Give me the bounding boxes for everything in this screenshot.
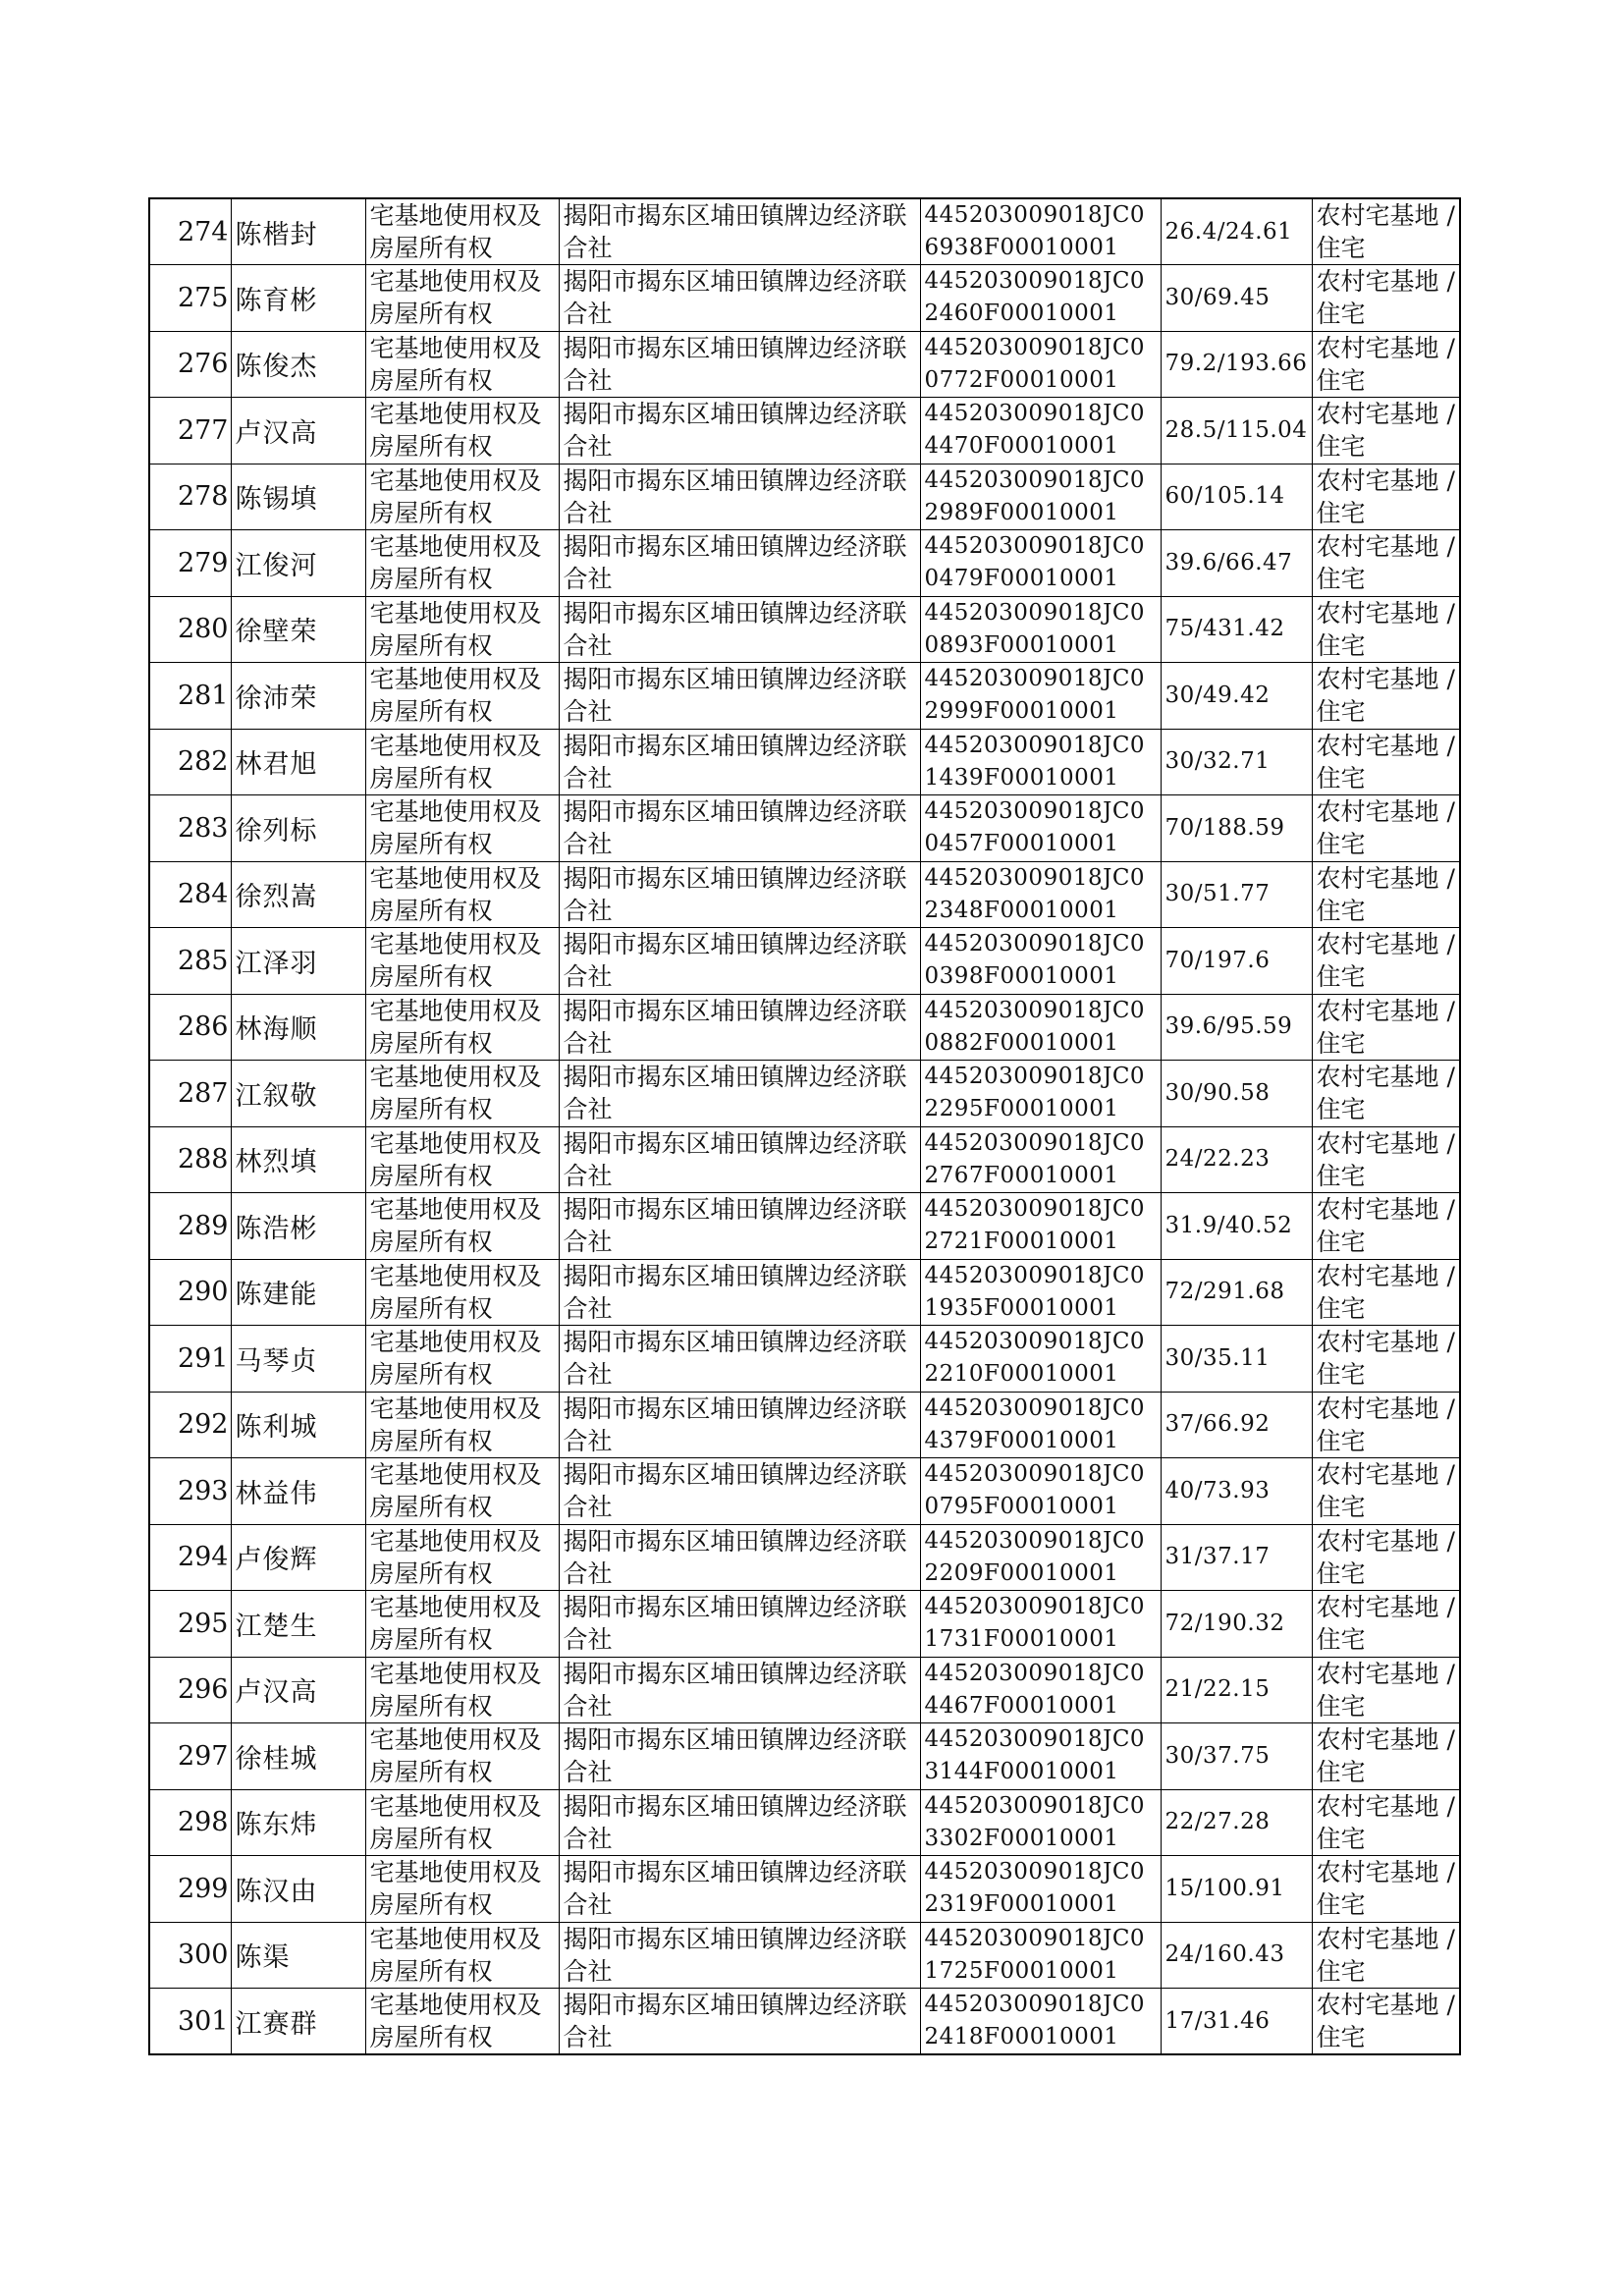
row-number: 298 — [149, 1789, 231, 1856]
unit-code: 445203009018JC00882F00010001 — [920, 994, 1161, 1061]
area-value: 30/32.71 — [1161, 729, 1312, 795]
land-use: 农村宅基地 / 住宅 — [1312, 1458, 1460, 1525]
right-type: 宅基地使用权及房屋所有权 — [365, 1723, 559, 1790]
right-type: 宅基地使用权及房屋所有权 — [365, 1922, 559, 1989]
land-use: 农村宅基地 / 住宅 — [1312, 1126, 1460, 1193]
table-row — [149, 1856, 1460, 1923]
table-row — [149, 1193, 1460, 1260]
unit-code: 445203009018JC00893F00010001 — [920, 596, 1161, 663]
land-use: 农村宅基地 / 住宅 — [1312, 1856, 1460, 1923]
collective-organization: 揭阳市揭东区埔田镇牌边经济联合社 — [559, 1591, 920, 1658]
unit-code: 445203009018JC00795F00010001 — [920, 1458, 1161, 1525]
unit-code: 445203009018JC02460F00010001 — [920, 265, 1161, 332]
owner-name: 卢汉高 — [231, 1657, 365, 1723]
collective-organization: 揭阳市揭东区埔田镇牌边经济联合社 — [559, 596, 920, 663]
area-value: 15/100.91 — [1161, 1856, 1312, 1923]
table-row — [149, 198, 1460, 265]
area-value: 21/22.15 — [1161, 1657, 1312, 1723]
table-body — [149, 198, 1460, 2054]
owner-name: 林海顺 — [231, 994, 365, 1061]
collective-organization: 揭阳市揭东区埔田镇牌边经济联合社 — [559, 398, 920, 464]
right-type: 宅基地使用权及房屋所有权 — [365, 530, 559, 597]
collective-organization: 揭阳市揭东区埔田镇牌边经济联合社 — [559, 198, 920, 265]
unit-code: 445203009018JC02295F00010001 — [920, 1061, 1161, 1127]
land-use: 农村宅基地 / 住宅 — [1312, 331, 1460, 398]
row-number: 295 — [149, 1591, 231, 1658]
right-type: 宅基地使用权及房屋所有权 — [365, 1259, 559, 1326]
unit-code: 445203009018JC01725F00010001 — [920, 1922, 1161, 1989]
area-value: 24/22.23 — [1161, 1126, 1312, 1193]
unit-code: 445203009018JC01935F00010001 — [920, 1259, 1161, 1326]
right-type: 宅基地使用权及房屋所有权 — [365, 928, 559, 995]
land-use: 农村宅基地 / 住宅 — [1312, 663, 1460, 730]
owner-name: 陈东炜 — [231, 1789, 365, 1856]
unit-code: 445203009018JC04467F00010001 — [920, 1657, 1161, 1723]
table-row — [149, 1126, 1460, 1193]
table-row — [149, 1458, 1460, 1525]
collective-organization: 揭阳市揭东区埔田镇牌边经济联合社 — [559, 1392, 920, 1458]
collective-organization: 揭阳市揭东区埔田镇牌边经济联合社 — [559, 861, 920, 928]
collective-organization: 揭阳市揭东区埔田镇牌边经济联合社 — [559, 1723, 920, 1790]
unit-code: 445203009018JC04470F00010001 — [920, 398, 1161, 464]
row-number: 288 — [149, 1126, 231, 1193]
owner-name: 江泽羽 — [231, 928, 365, 995]
row-number: 290 — [149, 1259, 231, 1326]
area-value: 72/190.32 — [1161, 1591, 1312, 1658]
owner-name: 徐烈嵩 — [231, 861, 365, 928]
land-use: 农村宅基地 / 住宅 — [1312, 464, 1460, 530]
right-type: 宅基地使用权及房屋所有权 — [365, 1392, 559, 1458]
owner-name: 徐沛荣 — [231, 663, 365, 730]
unit-code: 445203009018JC02999F00010001 — [920, 663, 1161, 730]
owner-name: 林益伟 — [231, 1458, 365, 1525]
owner-name: 陈渠 — [231, 1922, 365, 1989]
land-use: 农村宅基地 / 住宅 — [1312, 1657, 1460, 1723]
unit-code: 445203009018JC02989F00010001 — [920, 464, 1161, 530]
owner-name: 江叙敬 — [231, 1061, 365, 1127]
row-number: 278 — [149, 464, 231, 530]
collective-organization: 揭阳市揭东区埔田镇牌边经济联合社 — [559, 1193, 920, 1260]
unit-code: 445203009018JC03302F00010001 — [920, 1789, 1161, 1856]
row-number: 275 — [149, 265, 231, 332]
owner-name: 林君旭 — [231, 729, 365, 795]
table-row — [149, 729, 1460, 795]
area-value: 31.9/40.52 — [1161, 1193, 1312, 1260]
collective-organization: 揭阳市揭东区埔田镇牌边经济联合社 — [559, 1126, 920, 1193]
unit-code: 445203009018JC03144F00010001 — [920, 1723, 1161, 1790]
collective-organization: 揭阳市揭东区埔田镇牌边经济联合社 — [559, 1657, 920, 1723]
area-value: 79.2/193.66 — [1161, 331, 1312, 398]
table-row — [149, 530, 1460, 597]
owner-name: 陈俊杰 — [231, 331, 365, 398]
collective-organization: 揭阳市揭东区埔田镇牌边经济联合社 — [559, 1061, 920, 1127]
table-row — [149, 596, 1460, 663]
land-use: 农村宅基地 / 住宅 — [1312, 994, 1460, 1061]
area-value: 70/197.6 — [1161, 928, 1312, 995]
land-use: 农村宅基地 / 住宅 — [1312, 861, 1460, 928]
row-number: 279 — [149, 530, 231, 597]
right-type: 宅基地使用权及房屋所有权 — [365, 1524, 559, 1591]
table-row — [149, 928, 1460, 995]
table-row — [149, 331, 1460, 398]
unit-code: 445203009018JC02319F00010001 — [920, 1856, 1161, 1923]
land-use: 农村宅基地 / 住宅 — [1312, 530, 1460, 597]
unit-code: 445203009018JC00479F00010001 — [920, 530, 1161, 597]
right-type: 宅基地使用权及房屋所有权 — [365, 994, 559, 1061]
table-row — [149, 795, 1460, 862]
registry-table — [148, 197, 1461, 2055]
owner-name: 卢汉高 — [231, 398, 365, 464]
land-use: 农村宅基地 / 住宅 — [1312, 729, 1460, 795]
unit-code: 445203009018JC02767F00010001 — [920, 1126, 1161, 1193]
row-number: 300 — [149, 1922, 231, 1989]
land-use: 农村宅基地 / 住宅 — [1312, 1789, 1460, 1856]
area-value: 30/37.75 — [1161, 1723, 1312, 1790]
owner-name: 陈利城 — [231, 1392, 365, 1458]
land-use: 农村宅基地 / 住宅 — [1312, 198, 1460, 265]
right-type: 宅基地使用权及房屋所有权 — [365, 1126, 559, 1193]
land-use: 农村宅基地 / 住宅 — [1312, 928, 1460, 995]
row-number: 286 — [149, 994, 231, 1061]
right-type: 宅基地使用权及房屋所有权 — [365, 1591, 559, 1658]
row-number: 297 — [149, 1723, 231, 1790]
unit-code: 445203009018JC06938F00010001 — [920, 198, 1161, 265]
owner-name: 陈锡填 — [231, 464, 365, 530]
right-type: 宅基地使用权及房屋所有权 — [365, 1458, 559, 1525]
area-value: 31/37.17 — [1161, 1524, 1312, 1591]
right-type: 宅基地使用权及房屋所有权 — [365, 795, 559, 862]
right-type: 宅基地使用权及房屋所有权 — [365, 265, 559, 332]
unit-code: 445203009018JC01731F00010001 — [920, 1591, 1161, 1658]
row-number: 296 — [149, 1657, 231, 1723]
owner-name: 林烈填 — [231, 1126, 365, 1193]
collective-organization: 揭阳市揭东区埔田镇牌边经济联合社 — [559, 928, 920, 995]
land-use: 农村宅基地 / 住宅 — [1312, 1591, 1460, 1658]
land-use: 农村宅基地 / 住宅 — [1312, 1061, 1460, 1127]
unit-code: 445203009018JC01439F00010001 — [920, 729, 1161, 795]
table-row — [149, 1989, 1460, 2055]
area-value: 24/160.43 — [1161, 1922, 1312, 1989]
unit-code: 445203009018JC02348F00010001 — [920, 861, 1161, 928]
right-type: 宅基地使用权及房屋所有权 — [365, 198, 559, 265]
unit-code: 445203009018JC02418F00010001 — [920, 1989, 1161, 2055]
collective-organization: 揭阳市揭东区埔田镇牌边经济联合社 — [559, 1326, 920, 1393]
owner-name: 马琴贞 — [231, 1326, 365, 1393]
owner-name: 陈育彬 — [231, 265, 365, 332]
area-value: 72/291.68 — [1161, 1259, 1312, 1326]
collective-organization: 揭阳市揭东区埔田镇牌边经济联合社 — [559, 265, 920, 332]
row-number: 299 — [149, 1856, 231, 1923]
collective-organization: 揭阳市揭东区埔田镇牌边经济联合社 — [559, 530, 920, 597]
collective-organization: 揭阳市揭东区埔田镇牌边经济联合社 — [559, 464, 920, 530]
land-use: 农村宅基地 / 住宅 — [1312, 1524, 1460, 1591]
collective-organization: 揭阳市揭东区埔田镇牌边经济联合社 — [559, 331, 920, 398]
collective-organization: 揭阳市揭东区埔田镇牌边经济联合社 — [559, 663, 920, 730]
table-row — [149, 1392, 1460, 1458]
right-type: 宅基地使用权及房屋所有权 — [365, 1657, 559, 1723]
area-value: 39.6/66.47 — [1161, 530, 1312, 597]
owner-name: 卢俊辉 — [231, 1524, 365, 1591]
row-number: 287 — [149, 1061, 231, 1127]
collective-organization: 揭阳市揭东区埔田镇牌边经济联合社 — [559, 1259, 920, 1326]
area-value: 39.6/95.59 — [1161, 994, 1312, 1061]
right-type: 宅基地使用权及房屋所有权 — [365, 1193, 559, 1260]
owner-name: 江俊河 — [231, 530, 365, 597]
collective-organization: 揭阳市揭东区埔田镇牌边经济联合社 — [559, 1989, 920, 2055]
collective-organization: 揭阳市揭东区埔田镇牌边经济联合社 — [559, 1789, 920, 1856]
area-value: 30/35.11 — [1161, 1326, 1312, 1393]
area-value: 40/73.93 — [1161, 1458, 1312, 1525]
unit-code: 445203009018JC00398F00010001 — [920, 928, 1161, 995]
owner-name: 江赛群 — [231, 1989, 365, 2055]
table-row — [149, 1789, 1460, 1856]
table-row — [149, 1922, 1460, 1989]
owner-name: 陈建能 — [231, 1259, 365, 1326]
row-number: 289 — [149, 1193, 231, 1260]
right-type: 宅基地使用权及房屋所有权 — [365, 729, 559, 795]
area-value: 22/27.28 — [1161, 1789, 1312, 1856]
right-type: 宅基地使用权及房屋所有权 — [365, 1989, 559, 2055]
row-number: 280 — [149, 596, 231, 663]
row-number: 285 — [149, 928, 231, 995]
right-type: 宅基地使用权及房屋所有权 — [365, 398, 559, 464]
owner-name: 陈楷封 — [231, 198, 365, 265]
collective-organization: 揭阳市揭东区埔田镇牌边经济联合社 — [559, 1856, 920, 1923]
table-row — [149, 663, 1460, 730]
row-number: 283 — [149, 795, 231, 862]
collective-organization: 揭阳市揭东区埔田镇牌边经济联合社 — [559, 1458, 920, 1525]
area-value: 30/90.58 — [1161, 1061, 1312, 1127]
unit-code: 445203009018JC02210F00010001 — [920, 1326, 1161, 1393]
row-number: 274 — [149, 198, 231, 265]
area-value: 60/105.14 — [1161, 464, 1312, 530]
right-type: 宅基地使用权及房屋所有权 — [365, 1061, 559, 1127]
land-use: 农村宅基地 / 住宅 — [1312, 1193, 1460, 1260]
right-type: 宅基地使用权及房屋所有权 — [365, 1789, 559, 1856]
owner-name: 江楚生 — [231, 1591, 365, 1658]
table-row — [149, 994, 1460, 1061]
land-use: 农村宅基地 / 住宅 — [1312, 1259, 1460, 1326]
row-number: 301 — [149, 1989, 231, 2055]
right-type: 宅基地使用权及房屋所有权 — [365, 861, 559, 928]
row-number: 291 — [149, 1326, 231, 1393]
table-row — [149, 1524, 1460, 1591]
collective-organization: 揭阳市揭东区埔田镇牌边经济联合社 — [559, 1922, 920, 1989]
right-type: 宅基地使用权及房屋所有权 — [365, 596, 559, 663]
table-row — [149, 861, 1460, 928]
area-value: 37/66.92 — [1161, 1392, 1312, 1458]
owner-name: 陈浩彬 — [231, 1193, 365, 1260]
unit-code: 445203009018JC00457F00010001 — [920, 795, 1161, 862]
area-value: 70/188.59 — [1161, 795, 1312, 862]
table-row — [149, 1591, 1460, 1658]
right-type: 宅基地使用权及房屋所有权 — [365, 464, 559, 530]
right-type: 宅基地使用权及房屋所有权 — [365, 1856, 559, 1923]
table-row — [149, 398, 1460, 464]
land-use: 农村宅基地 / 住宅 — [1312, 1922, 1460, 1989]
row-number: 292 — [149, 1392, 231, 1458]
area-value: 75/431.42 — [1161, 596, 1312, 663]
collective-organization: 揭阳市揭东区埔田镇牌边经济联合社 — [559, 994, 920, 1061]
area-value: 17/31.46 — [1161, 1989, 1312, 2055]
collective-organization: 揭阳市揭东区埔田镇牌边经济联合社 — [559, 795, 920, 862]
owner-name: 徐列标 — [231, 795, 365, 862]
area-value: 30/69.45 — [1161, 265, 1312, 332]
collective-organization: 揭阳市揭东区埔田镇牌边经济联合社 — [559, 1524, 920, 1591]
land-use: 农村宅基地 / 住宅 — [1312, 1326, 1460, 1393]
owner-name: 陈汉由 — [231, 1856, 365, 1923]
area-value: 28.5/115.04 — [1161, 398, 1312, 464]
unit-code: 445203009018JC02209F00010001 — [920, 1524, 1161, 1591]
land-use: 农村宅基地 / 住宅 — [1312, 398, 1460, 464]
row-number: 284 — [149, 861, 231, 928]
table-row — [149, 1259, 1460, 1326]
area-value: 30/49.42 — [1161, 663, 1312, 730]
right-type: 宅基地使用权及房屋所有权 — [365, 331, 559, 398]
right-type: 宅基地使用权及房屋所有权 — [365, 663, 559, 730]
land-use: 农村宅基地 / 住宅 — [1312, 596, 1460, 663]
row-number: 276 — [149, 331, 231, 398]
land-use: 农村宅基地 / 住宅 — [1312, 265, 1460, 332]
owner-name: 徐壁荣 — [231, 596, 365, 663]
row-number: 277 — [149, 398, 231, 464]
row-number: 294 — [149, 1524, 231, 1591]
area-value: 26.4/24.61 — [1161, 198, 1312, 265]
table-row — [149, 1326, 1460, 1393]
land-use: 农村宅基地 / 住宅 — [1312, 795, 1460, 862]
right-type: 宅基地使用权及房屋所有权 — [365, 1326, 559, 1393]
land-use: 农村宅基地 / 住宅 — [1312, 1989, 1460, 2055]
unit-code: 445203009018JC00772F00010001 — [920, 331, 1161, 398]
row-number: 293 — [149, 1458, 231, 1525]
table-row — [149, 1723, 1460, 1790]
row-number: 281 — [149, 663, 231, 730]
unit-code: 445203009018JC02721F00010001 — [920, 1193, 1161, 1260]
table-row — [149, 1061, 1460, 1127]
collective-organization: 揭阳市揭东区埔田镇牌边经济联合社 — [559, 729, 920, 795]
owner-name: 徐桂城 — [231, 1723, 365, 1790]
area-value: 30/51.77 — [1161, 861, 1312, 928]
row-number: 282 — [149, 729, 231, 795]
land-use: 农村宅基地 / 住宅 — [1312, 1392, 1460, 1458]
land-use: 农村宅基地 / 住宅 — [1312, 1723, 1460, 1790]
table-row — [149, 1657, 1460, 1723]
table-row — [149, 464, 1460, 530]
unit-code: 445203009018JC04379F00010001 — [920, 1392, 1161, 1458]
table-row — [149, 265, 1460, 332]
